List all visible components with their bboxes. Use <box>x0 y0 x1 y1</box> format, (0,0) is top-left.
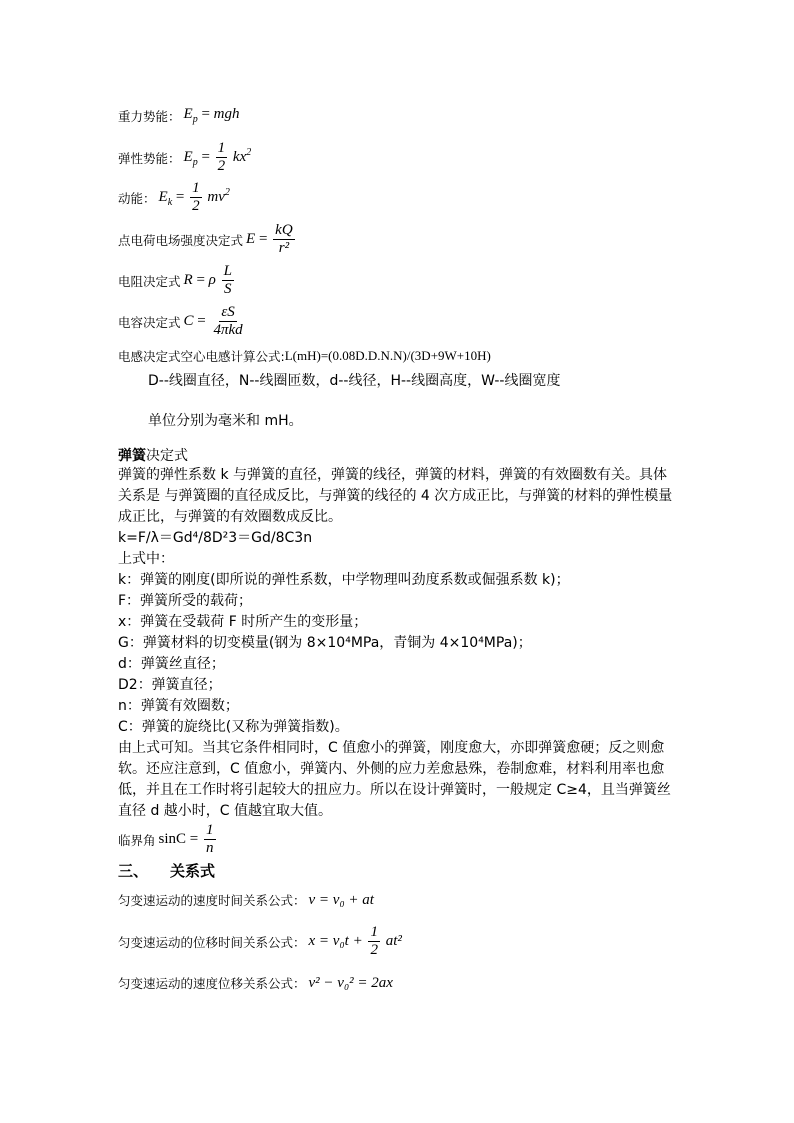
elastic-den: 2 <box>217 158 226 174</box>
resistance-label: 电阻决定式 <box>118 273 181 289</box>
resistance-fraction <box>222 263 234 298</box>
vt-expression: v = v₀ + at <box>308 891 374 908</box>
elastic-formula <box>118 140 251 175</box>
elastic-rest: kx <box>232 148 247 165</box>
spring-heading <box>118 446 678 467</box>
definition-item: F：弹簧所受的载荷； <box>118 593 253 609</box>
spring-paragraph-1: 弹簧的弹性系数 k 与弹簧的直径，弹簧的线径，弹簧的材料，弹簧的有效圈数有关。具体关系是 与弹簧圈的直径成反比，与弹簧的线径的 4 次方成正比，与弹簧的材料的弹性模量成正比，与弹簧的有效圈数成反比。 <box>118 467 673 525</box>
field-den: r² <box>278 240 290 256</box>
gravity-rhs: mgh <box>213 106 240 122</box>
gravity-lhs: E <box>183 106 193 122</box>
elastic-num: 1 <box>217 140 226 156</box>
kinetic-expression: $E_k$ = $\frac{1}{2}$ $mv^2$ <box>158 180 230 214</box>
spring-intro: 上式中： <box>118 551 174 567</box>
elastic-lhs: E <box>183 148 193 165</box>
resistance-den: S <box>224 281 232 297</box>
kinetic-sup: 2 <box>224 186 230 198</box>
kinematics-xt-formula <box>118 924 402 959</box>
field-formula <box>118 222 297 257</box>
spring-paragraph-2: 由上式可知。当其它条件相同时，C 值愈小的弹簧，刚度愈大，亦即弹簧愈硬；反之则愈软。还应注意到，C 值愈小，弹簧内、外侧的应力差愈悬殊，卷制愈难，材料利用率也愈低，并且在工作时将引起较大的扭应力。所以在设计弹簧时，一般规定 C≥4，且当弹簧丝直径 d 越小时，C 值越宜取大值。 <box>118 740 671 819</box>
kinematics-vx-formula <box>118 974 393 992</box>
resistance-formula <box>118 263 236 298</box>
elastic-label: 弹性势能： <box>118 150 181 166</box>
definition-item: D2：弹簧直径； <box>118 677 222 693</box>
inductance-formula <box>118 347 491 365</box>
spring-definitions <box>118 570 678 738</box>
capacitance-lhs: C <box>183 312 194 329</box>
kinetic-rest: mv <box>207 188 225 205</box>
critical-lhs: sinC = <box>158 830 199 847</box>
kinetic-lhs: E <box>158 188 168 205</box>
kinetic-sub: k <box>167 196 173 208</box>
inductance-variables: D--线圈直径，N--线圈匝数，d--线径，H--线圈高度，W--线圈宽度 <box>148 373 561 389</box>
gravity-sub: p <box>192 114 198 125</box>
capacitance-expression: C = $\frac{\varepsilon S}{\text{4πkd}}$ <box>183 304 243 338</box>
critical-num: 1 <box>206 822 214 838</box>
xt-fraction <box>368 924 380 959</box>
critical-label: 临界角 <box>118 832 156 848</box>
gravity-expression: $E_p$ = mgh <box>183 106 240 125</box>
vx-label: 匀变速运动的速度位移关系公式： <box>118 976 306 991</box>
definition-item: d：弹簧丝直径； <box>118 656 225 672</box>
vx-expression: v² − v₀² = 2ax <box>308 974 393 991</box>
critical-angle-formula <box>118 822 218 857</box>
kinetic-num: 1 <box>192 180 200 196</box>
kinetic-label: 动能： <box>118 190 156 206</box>
kinetic-formula <box>118 180 230 215</box>
kinetic-fraction <box>190 180 202 215</box>
field-lhs: E <box>246 230 256 247</box>
definition-item: G：弹簧材料的切变模量(钢为 8×10⁴MPa，青铜为 4×10⁴MPa)； <box>118 635 532 651</box>
elastic-sub: p <box>192 156 198 168</box>
definition-item: x：弹簧在受载荷 F 时所产生的变形量； <box>118 614 368 630</box>
xt-lhs: x = v₀t + <box>308 932 363 949</box>
inductance-label: 电感决定式空心电感计算公式: <box>118 349 285 364</box>
xt-expression <box>309 924 402 959</box>
spring-formula: k=F/λ＝Gd⁴/8D²3＝Gd/8C3n <box>118 530 313 546</box>
critical-expression <box>159 822 218 857</box>
spring-heading-bold: 弹簧 <box>118 448 146 464</box>
xt-den: 2 <box>370 942 378 958</box>
definition-item: k：弹簧的刚度(即所说的弹性系数，中学物理叫劲度系数或倔强系数 k)； <box>118 572 570 588</box>
field-num: kQ <box>275 222 293 238</box>
capacitance-label: 电容决定式 <box>118 314 181 330</box>
inductance-units: 单位分别为毫米和 mH。 <box>148 413 303 429</box>
capacitance-num: εS <box>221 304 235 320</box>
definition-item: n：弹簧有效圈数； <box>118 698 239 714</box>
xt-num: 1 <box>370 924 378 940</box>
section-title: 关系式 <box>170 862 216 880</box>
spring-heading-rest: 决定式 <box>146 448 188 464</box>
field-label: 点电荷电场强度决定式 <box>118 232 244 248</box>
capacitance-fraction <box>212 304 245 339</box>
resistance-rho: ρ <box>208 271 216 288</box>
kinematics-vt-formula <box>118 891 374 909</box>
gravity-formula <box>118 106 240 125</box>
resistance-num: L <box>223 263 232 279</box>
critical-den: n <box>206 840 214 856</box>
capacitance-formula <box>118 304 247 339</box>
xt-label: 匀变速运动的位移时间关系公式： <box>118 934 306 950</box>
section-number: 三、 <box>118 862 149 880</box>
gravity-label: 重力势能： <box>118 108 181 124</box>
definition-item: C：弹簧的旋绕比(又称为弹簧指数)。 <box>118 719 349 735</box>
field-fraction <box>273 222 295 257</box>
vt-label: 匀变速运动的速度时间关系公式： <box>118 893 306 908</box>
elastic-sup: 2 <box>246 146 252 158</box>
critical-fraction <box>204 822 216 857</box>
capacitance-den: 4πkd <box>213 322 243 338</box>
inductance-expression: L(mH)=(0.08D.D.N.N)/(3D+9W+10H) <box>284 348 491 363</box>
field-expression: E = $\frac{kQ}{\text{r²}}$ <box>246 222 293 256</box>
section-heading <box>118 860 215 881</box>
resistance-expression: R = ρ $\frac{L}{S}$ <box>183 263 232 297</box>
xt-rest: at² <box>385 932 402 949</box>
elastic-expression: $E_p$ = $\frac{1}{2}$ $kx^2$ <box>183 140 252 174</box>
resistance-lhs: R <box>183 271 193 288</box>
elastic-fraction <box>216 140 228 175</box>
kinetic-den: 2 <box>192 198 200 214</box>
